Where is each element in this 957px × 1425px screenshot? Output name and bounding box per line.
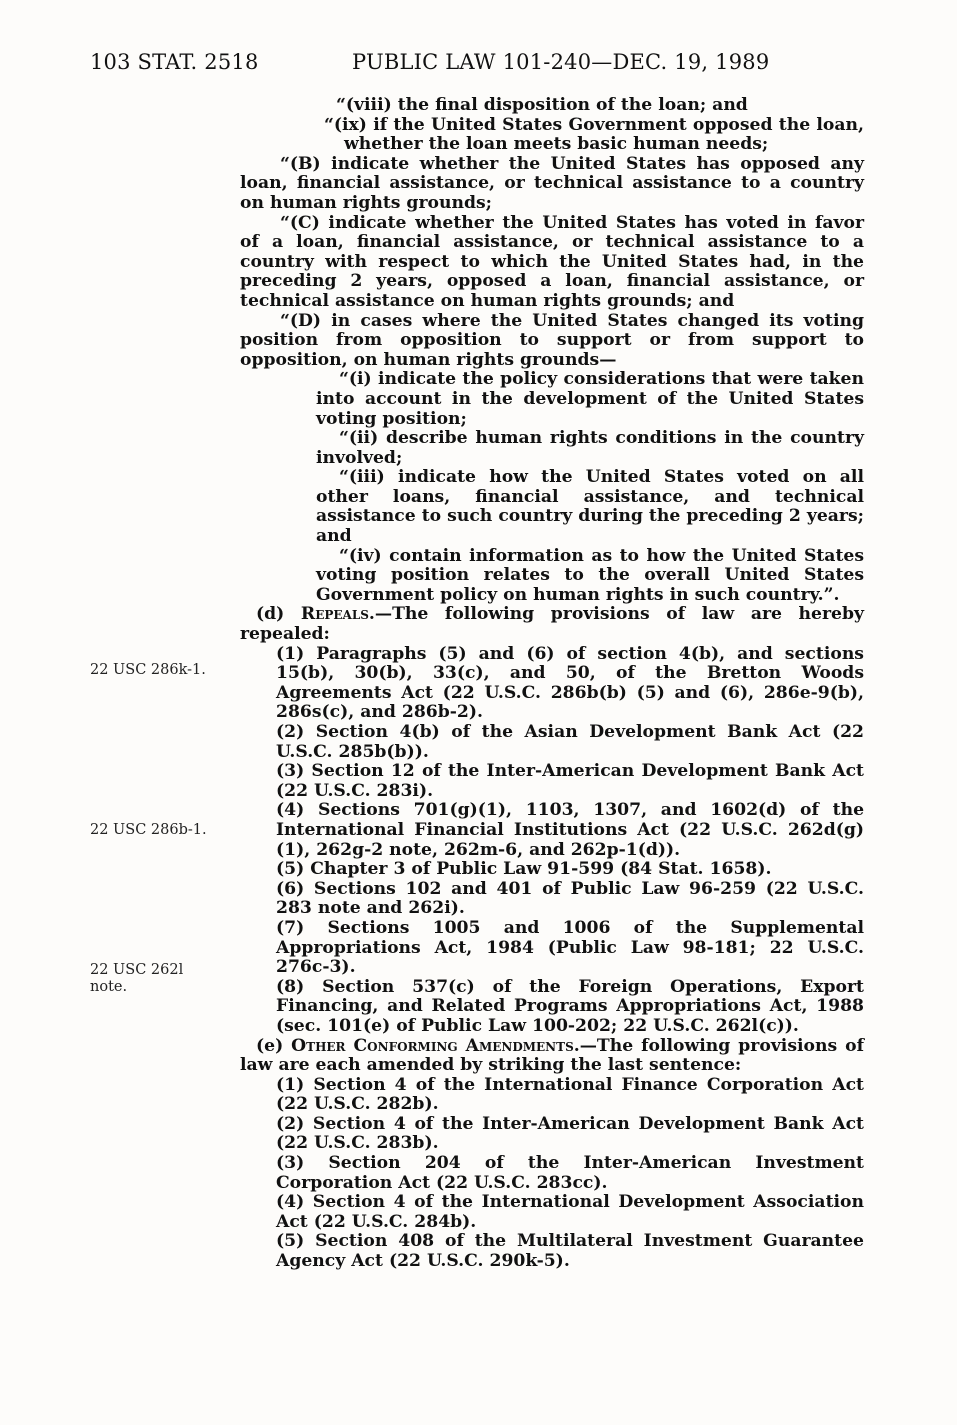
clause-iv: “(iv) contain information as to how the United States voting position relates to the overall United States Government policy on human rights in such country.”. <box>316 545 864 605</box>
margin-note: 22 USC 286b-1. <box>90 822 207 838</box>
subsection-d-text: —The following provisions of law are hereby repealed: <box>240 604 864 645</box>
repeal-item: (4) Sections 701(g)(1), 1103, 1307, and 1602(d) of the International Financial Institutions Act (22 U.S.C. 262d(g)(1), 262g-2 note, 262m-6, and 262p-1(d)). <box>276 800 864 860</box>
subparagraph-d: “(D) in cases where the United States changed its voting position from opposition to support or from support to opposition, on human rights grounds— <box>240 310 864 370</box>
amendment-item: (1) Section 4 of the International Finance Corporation Act (22 U.S.C. 282b). <box>276 1074 864 1115</box>
repeal-item: (8) Section 537(c) of the Foreign Operations, Export Financing, and Related Programs Appropriations Act, 1988 (sec. 101(e) of Public Law 100-202; 22 U.S.C. 262l(c)). <box>276 976 864 1036</box>
subsection-d-title: Repeals. <box>300 604 375 625</box>
amendment-item: (2) Section 4 of the Inter-American Development Bank Act (22 U.S.C. 283b). <box>276 1113 864 1154</box>
repeal-item: (7) Sections 1005 and 1006 of the Supplemental Appropriations Act, 1984 (Public Law 98-181; 22 U.S.C. 276c-3). <box>276 917 864 978</box>
repeal-item: (2) Section 4(b) of the Asian Development Bank Act (22 U.S.C. 285b(b)). <box>276 722 864 762</box>
subsection-d-label: (d) <box>256 604 301 625</box>
repeal-item: (3) Section 12 of the Inter-American Development Bank Act (22 U.S.C. 283i). <box>276 761 864 801</box>
subsection-e-title: Other Conforming Amendments. <box>291 1035 580 1056</box>
clause-iii: “(iii) indicate how the United States voted on all other loans, financial assistance, and technical assistance to such country during the preceding 2 years; and <box>316 467 864 547</box>
stat-page-number: 103 STAT. 2518 <box>90 50 259 74</box>
subsection-d-heading <box>240 605 864 644</box>
subsection-e-label: (e) <box>256 1035 292 1056</box>
margin-note: note. <box>90 979 128 995</box>
subparagraph-b: “(B) indicate whether the United States has opposed any loan, financial assistance, or technical assistance to a country on human rights grounds; <box>240 153 864 213</box>
margin-note: 22 USC 262l <box>90 962 184 978</box>
clause-i: “(i) indicate the policy considerations that were taken into account in the development of the United States voting position; <box>316 369 864 429</box>
document-body <box>240 96 864 1272</box>
amendment-item: (4) Section 4 of the International Development Association Act (22 U.S.C. 284b). <box>276 1192 864 1232</box>
clause-ix: “(ix) if the United States Government opposed the loan, whether the loan meets basic human needs; <box>324 114 864 155</box>
subsection-e-text: —The following provisions of law are each amended by striking the last sentence: <box>240 1035 864 1076</box>
running-title: PUBLIC LAW 101-240—DEC. 19, 1989 <box>352 50 770 74</box>
repeal-item: (5) Chapter 3 of Public Law 91-599 (84 Stat. 1658). <box>276 859 772 880</box>
clause-viii: “(viii) the final disposition of the loan; and <box>336 95 748 115</box>
amendment-item: (5) Section 408 of the Multilateral Investment Guarantee Agency Act (22 U.S.C. 290k-5). <box>276 1231 864 1272</box>
amendment-item: (3) Section 204 of the Inter-American Investment Corporation Act (22 U.S.C. 283cc). <box>276 1153 864 1193</box>
repeal-item: (6) Sections 102 and 401 of Public Law 96-259 (22 U.S.C. 283 note and 262i). <box>276 878 864 919</box>
subparagraph-c: “(C) indicate whether the United States has voted in favor of a loan, financial assistance, or technical assistance to a country with respect to which the United States had, in the preceding 2 years, opposed a loan, financial assistance, or technical assistance on human rights grounds; and <box>240 212 864 311</box>
margin-note: 22 USC 286k-1. <box>90 662 206 678</box>
clause-ii: “(ii) describe human rights conditions in the country involved; <box>316 428 864 468</box>
subsection-e-heading <box>240 1037 864 1076</box>
repeal-item: (1) Paragraphs (5) and (6) of section 4(b), and sections 15(b), 30(b), 33(c), and 50, of the Bretton Woods Agreements Act (22 U.S.C. 286b(b) (5) and (6), 286e-9(b), 286s(c), and 286b-2). <box>276 643 864 723</box>
